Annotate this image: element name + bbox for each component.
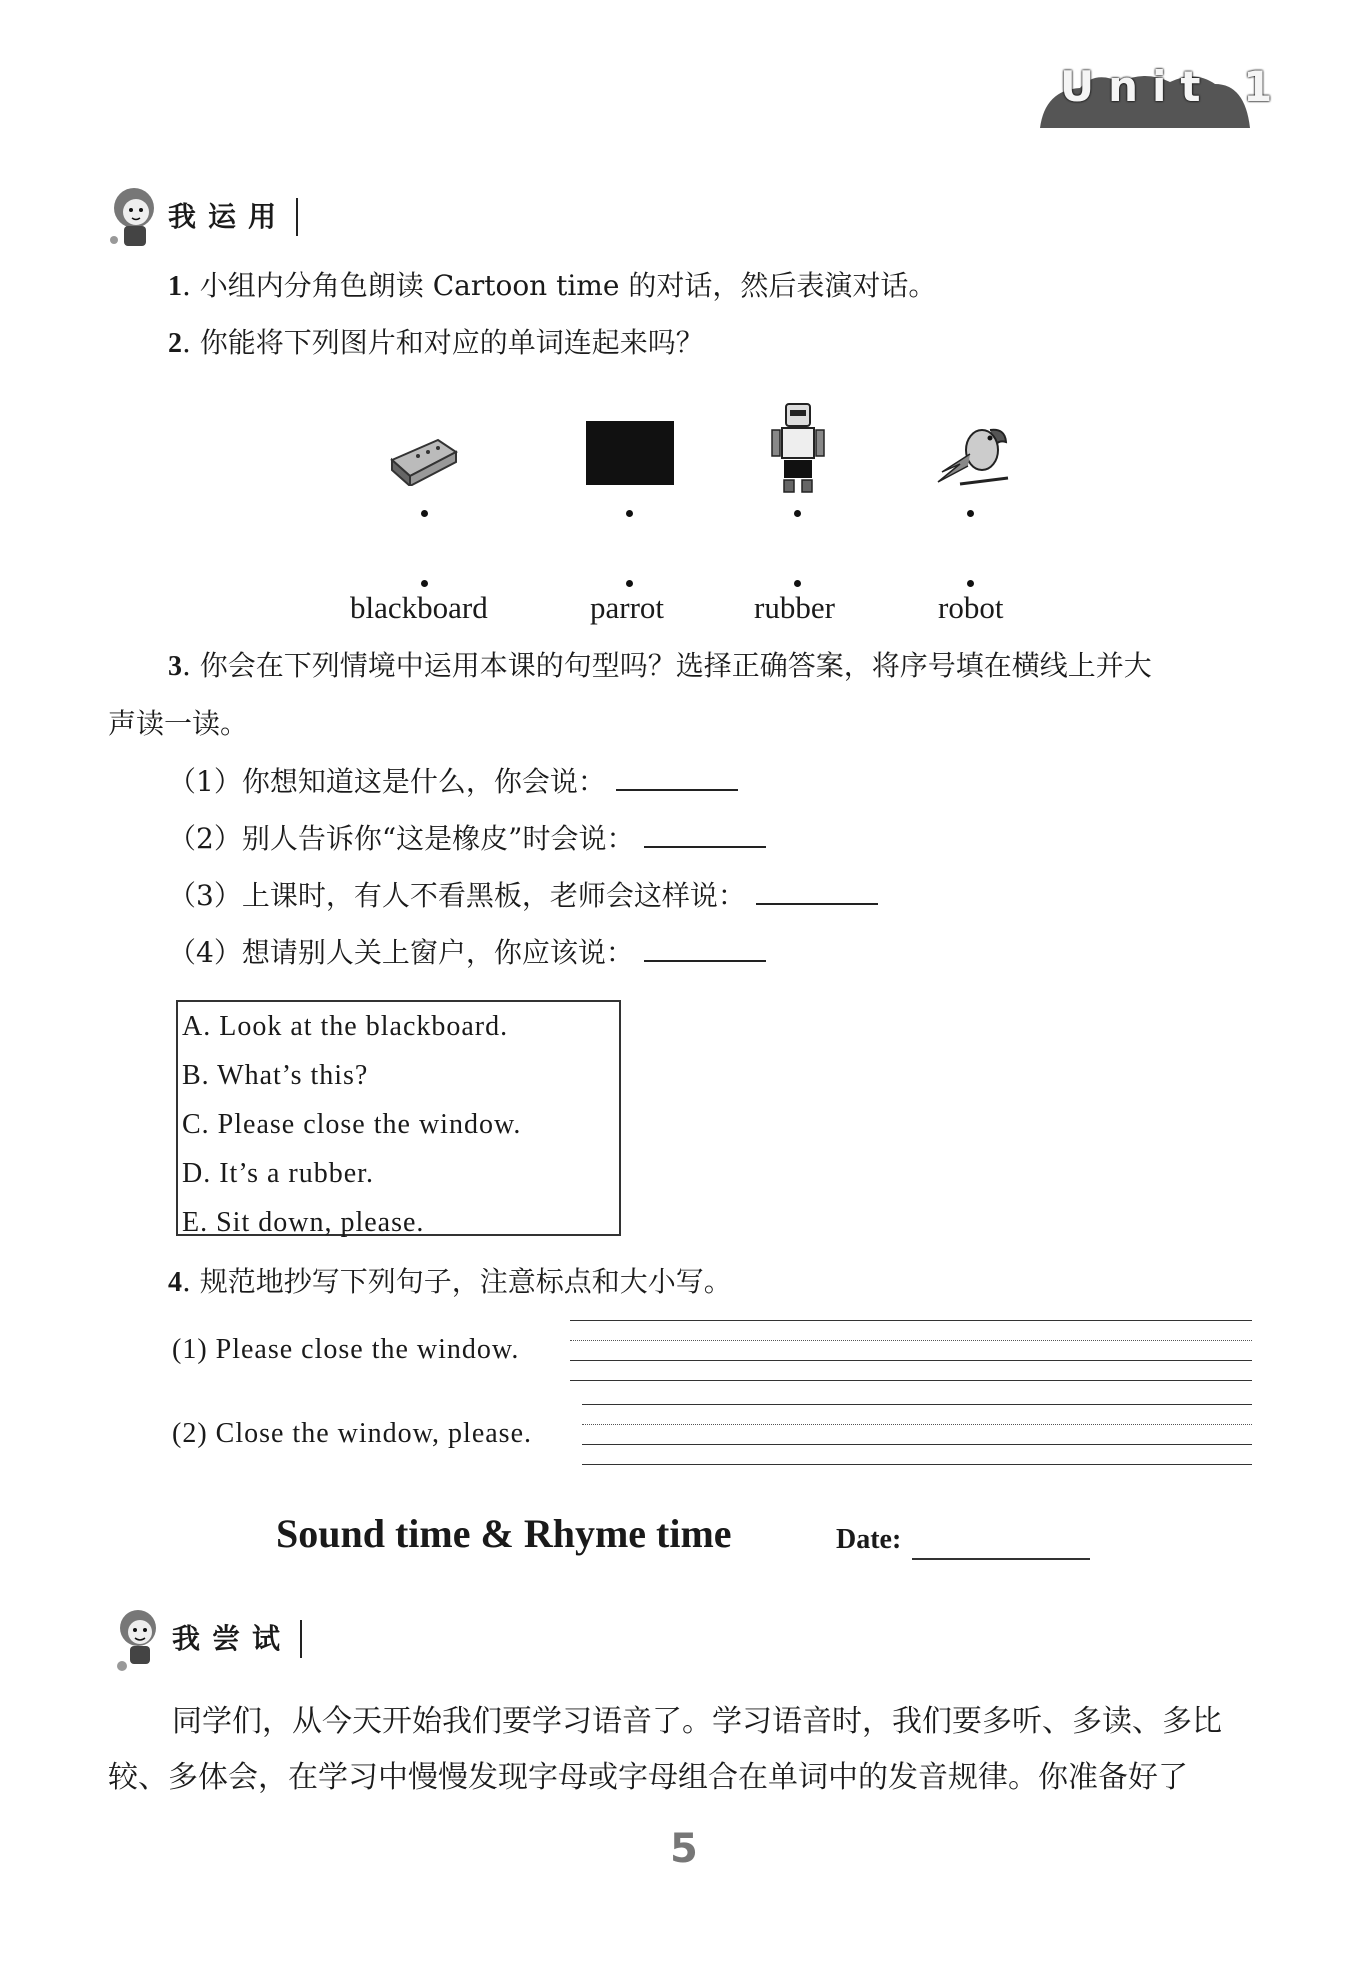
parrot-picture[interactable] xyxy=(930,420,1010,490)
section-title-try: 我尝试 xyxy=(172,1620,302,1658)
match-dot-word-4[interactable] xyxy=(967,580,974,587)
match-dot-word-3[interactable] xyxy=(794,580,801,587)
word-blackboard: blackboard xyxy=(350,590,488,625)
copy-item-2: (2) Close the window, please. xyxy=(172,1418,532,1449)
option-a: A. Look at the blackboard. xyxy=(182,1011,509,1042)
match-dot-picture-3[interactable] xyxy=(794,510,801,517)
match-dot-picture-2[interactable] xyxy=(626,510,633,517)
word-parrot: parrot xyxy=(590,590,665,625)
intro-paragraph-line2: 较、多体会，在学习中慢慢发现字母或字母组合在单词中的发音规律。你准备好了 xyxy=(108,1760,1188,1795)
question-3-text-line1: . 你会在下列情境中运用本课的句型吗？选择正确答案，将序号填在横线上并大 xyxy=(182,649,1152,682)
word-rubber: rubber xyxy=(754,590,835,625)
writing-line xyxy=(570,1380,1252,1381)
q3-item-4 xyxy=(168,933,766,973)
question-2-text: . 你能将下列图片和对应的单词连起来吗？ xyxy=(182,326,704,359)
question-3-number: 3 xyxy=(168,651,182,682)
question-2-number: 2 xyxy=(168,328,182,359)
writing-guide-line xyxy=(570,1340,1252,1341)
question-3-text-line2: 声读一读。 xyxy=(108,707,249,740)
q3-item-4-text: （4）想请别人关上窗户，你应该说： xyxy=(168,936,634,969)
match-dot-picture-4[interactable] xyxy=(967,510,974,517)
question-2 xyxy=(168,323,704,364)
question-4-text: . 规范地抄写下列句子，注意标点和大小写。 xyxy=(182,1265,732,1298)
section-header-try xyxy=(108,1604,302,1674)
section-heading: Sound time & Rhyme time xyxy=(276,1511,732,1556)
match-dot-word-1[interactable] xyxy=(421,580,428,587)
writing-line xyxy=(582,1464,1252,1465)
page-number: 5 xyxy=(670,1826,698,1872)
q3-item-1 xyxy=(168,762,738,802)
option-b: B. What’s this? xyxy=(182,1060,369,1091)
question-4-number: 4 xyxy=(168,1267,182,1298)
q3-item-3 xyxy=(168,876,878,916)
q3-item-3-text: （3）上课时，有人不看黑板，老师会这样说： xyxy=(168,879,746,912)
writing-line xyxy=(582,1404,1252,1405)
robot-picture[interactable] xyxy=(770,402,826,494)
writing-line[interactable] xyxy=(570,1360,1252,1361)
q3-item-2-text: （2）别人告诉你“这是橡皮”时会说： xyxy=(168,822,635,855)
question-3 xyxy=(168,646,1152,687)
q3-item-1-text: （1）你想知道这是什么，你会说： xyxy=(168,765,606,798)
question-1-text: . 小组内分角色朗读 Cartoon time 的对话，然后表演对话。 xyxy=(182,269,937,302)
writing-line[interactable] xyxy=(582,1444,1252,1445)
answer-blank-4[interactable] xyxy=(644,934,766,962)
answer-blank-1[interactable] xyxy=(616,763,738,791)
writing-line xyxy=(570,1320,1252,1321)
answer-blank-3[interactable] xyxy=(756,877,878,905)
date-label: Date: xyxy=(836,1524,902,1555)
match-dot-picture-1[interactable] xyxy=(421,510,428,517)
section-title-apply: 我运用 xyxy=(168,198,298,236)
match-dot-word-2[interactable] xyxy=(626,580,633,587)
copy-item-1: (1) Please close the window. xyxy=(172,1334,520,1365)
option-d: D. It’s a rubber. xyxy=(182,1158,374,1189)
blackboard-picture[interactable] xyxy=(586,421,674,485)
writing-guide-line xyxy=(582,1424,1252,1425)
q3-item-2 xyxy=(168,819,766,859)
girl-mascot-icon xyxy=(108,1604,172,1674)
option-c: C. Please close the window. xyxy=(182,1109,522,1140)
section-header-apply xyxy=(104,182,298,252)
answer-blank-2[interactable] xyxy=(644,820,766,848)
unit-label: Unit 1 xyxy=(1060,62,1287,111)
option-e: E. Sit down, please. xyxy=(182,1207,425,1238)
question-1-number: 1 xyxy=(168,271,182,302)
options-box xyxy=(176,1000,621,1236)
date-blank[interactable] xyxy=(912,1558,1090,1560)
question-1 xyxy=(168,266,936,307)
question-4 xyxy=(168,1262,732,1303)
intro-paragraph-line1: 同学们，从今天开始我们要学习语音了。学习语音时，我们要多听、多读、多比 xyxy=(172,1704,1222,1739)
word-robot: robot xyxy=(938,590,1004,625)
rubber-picture[interactable] xyxy=(388,430,460,486)
girl-mascot-icon xyxy=(104,182,168,252)
